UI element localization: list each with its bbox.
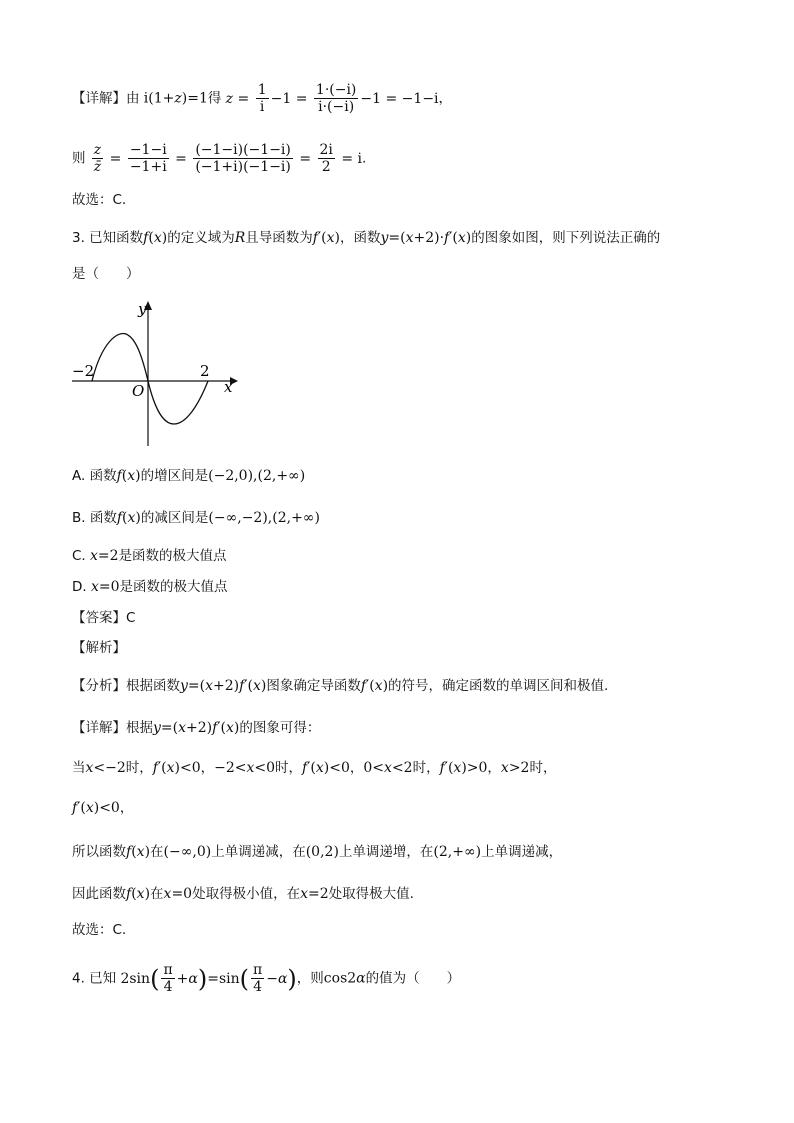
- function-graph: [66, 296, 246, 448]
- select-answer: 故选：C.: [72, 192, 127, 208]
- extremum-line: 因此函数f(x)在x=0处取得极小值，在x=2处取得极大值.: [72, 886, 414, 902]
- answer: 【答案】C: [72, 610, 136, 626]
- option-b: B. 函数f(x)的减区间是(−∞,−2),(2,+∞): [72, 510, 320, 526]
- math-eq: $\frac{z}{z̄}$ = $\frac{-1-i}{-1+i}$ = $\frac{(-1-i)(-1-i)}{(-1+i)(-1-i)}$ = $\frac{2i}{2}$ = i: [93, 142, 363, 175]
- solution-line-1: 【详解】由 i(1+z)=1得 z = $\frac{1}{i}$ −1 = $\frac{1\cdot(-i)}{i\cdot(-i)}$ −1 = −1−i，: [72, 82, 453, 115]
- monotonic-line: 所以函数f(x)在(−∞,0)上单调递减，在(0,2)上单调递增，在(2,+∞)上单调递减，: [72, 844, 563, 860]
- origin-label: O: [132, 382, 145, 400]
- tick-neg2: −2: [72, 362, 95, 380]
- cases-line-2: f′(x)<0，: [72, 800, 134, 816]
- x-axis-label: x: [224, 378, 233, 396]
- option-d: D. x=0是函数的极大值点: [72, 579, 228, 595]
- select-answer-2: 故选：C.: [72, 922, 127, 938]
- solution-line-2: 则 $\frac{z}{z̄}$ = $\frac{-1-i}{-1+i}$ = $\frac{(-1-i)(-1-i)}{(-1+i)(-1-i)}$ = $\frac{2i}{2}$ = i.: [72, 142, 367, 175]
- math-eq: z = $\frac{1}{i}$ −1 = $\frac{1\cdot(-i)}{i\cdot(-i)}$ −1 = −1−i: [225, 82, 439, 115]
- analysis-tag: 【解析】: [72, 640, 126, 656]
- analysis-line: 【分析】根据函数y=(x+2)f′(x)图象确定导函数f′(x)的符号，确定函数的单调区间和极值.: [72, 678, 609, 694]
- tick-pos2: 2: [200, 362, 210, 380]
- cases-line: 当x<−2时，f′(x)<0，−2<x<0时，f′(x)<0，0<x<2时，f′(x)>0，x>2时，: [72, 760, 557, 776]
- question-4: 4. 已知 2sin( $\frac{\pi}{4}$ +α)=sin( $\frac{\pi}{4}$ −α)，则cos2α的值为（ ）: [72, 962, 461, 995]
- detail-line: 【详解】根据y=(x+2)f′(x)的图象可得：: [72, 720, 321, 736]
- math-eq: i(1+z)=1: [143, 90, 208, 107]
- question-3-cont: 是（ ）: [72, 266, 140, 282]
- option-a: A. 函数f(x)的增区间是(−2,0),(2,+∞): [72, 468, 306, 484]
- y-axis-label: y: [138, 300, 147, 318]
- question-3: 3. 已知函数f(x)的定义域为R且导函数为f′(x)，函数y=(x+2)·f′(x)的图象如图，则下列说法正确的: [72, 230, 661, 246]
- detail-tag: 【详解】: [72, 90, 126, 107]
- option-c: C. x=2是函数的极大值点: [72, 548, 227, 564]
